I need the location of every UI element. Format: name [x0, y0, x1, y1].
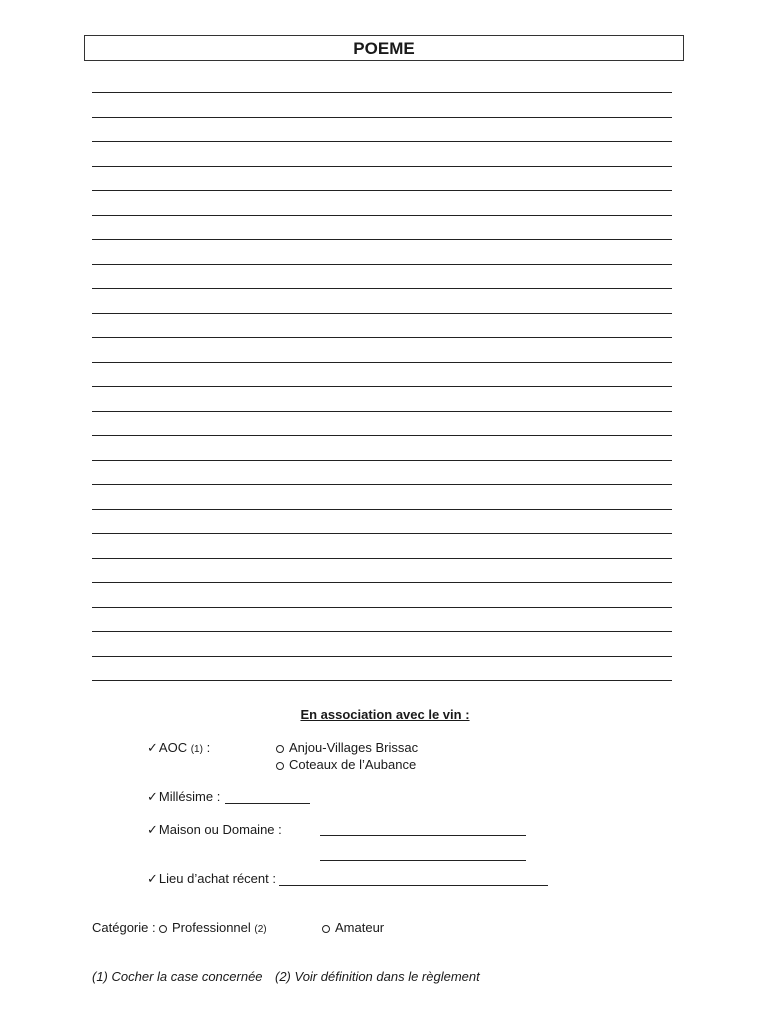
radio-circle-icon[interactable] — [276, 745, 284, 753]
footnote-1: (1) Cocher la case concernée — [92, 969, 263, 984]
aoc-option-anjou[interactable] — [276, 740, 418, 756]
categorie-option-label: Amateur — [335, 920, 385, 935]
aoc-option-coteaux[interactable] — [276, 757, 416, 773]
writing-line[interactable] — [92, 582, 672, 583]
writing-line[interactable] — [92, 509, 672, 510]
writing-line[interactable] — [92, 141, 672, 142]
writing-line[interactable] — [92, 337, 672, 338]
footnote-2: (2) Voir définition dans le règlement — [275, 969, 480, 984]
lieu-label: Lieu d’achat récent : — [158, 871, 276, 886]
lieu-field[interactable] — [279, 885, 548, 886]
writing-line[interactable] — [92, 460, 672, 461]
writing-line[interactable] — [92, 607, 672, 608]
maison-field-2[interactable] — [320, 860, 526, 861]
writing-line[interactable] — [92, 411, 672, 412]
check-icon: ✓ — [147, 740, 158, 755]
writing-line[interactable] — [92, 386, 672, 387]
maison-label: Maison ou Domaine : — [158, 822, 282, 837]
writing-line[interactable] — [92, 166, 672, 167]
categorie-option-label: Professionnel — [172, 920, 251, 935]
page-title: POEME — [84, 35, 684, 61]
categorie-option-amateur[interactable] — [322, 920, 384, 936]
aoc-row — [147, 740, 210, 758]
writing-line[interactable] — [92, 631, 672, 632]
writing-line[interactable] — [92, 313, 672, 314]
writing-line[interactable] — [92, 362, 672, 363]
aoc-option-label: Anjou-Villages Brissac — [289, 740, 419, 755]
radio-circle-icon[interactable] — [276, 762, 284, 770]
categorie-option-professionnel[interactable] — [159, 920, 267, 938]
association-heading: En association avec le vin : — [300, 707, 470, 722]
millesime-field[interactable] — [225, 803, 310, 804]
writing-line[interactable] — [92, 656, 672, 657]
writing-line[interactable] — [92, 558, 672, 559]
maison-row — [147, 822, 282, 838]
aoc-sep: : — [206, 740, 211, 755]
check-icon: ✓ — [147, 822, 158, 837]
lieu-row — [147, 871, 276, 887]
check-icon: ✓ — [147, 789, 158, 804]
millesime-row — [147, 789, 220, 805]
writing-line[interactable] — [92, 533, 672, 534]
maison-field-1[interactable] — [320, 835, 526, 836]
writing-line[interactable] — [92, 239, 672, 240]
writing-line[interactable] — [92, 92, 672, 93]
radio-circle-icon[interactable] — [322, 925, 330, 933]
aoc-label: AOC — [158, 740, 188, 755]
writing-line[interactable] — [92, 215, 672, 216]
writing-line[interactable] — [92, 117, 672, 118]
aoc-note: (1) — [190, 744, 203, 755]
writing-line[interactable] — [92, 190, 672, 191]
millesime-label: Millésime : — [158, 789, 221, 804]
writing-line[interactable] — [92, 435, 672, 436]
writing-line[interactable] — [92, 288, 672, 289]
writing-line[interactable] — [92, 680, 672, 681]
check-icon: ✓ — [147, 871, 158, 886]
writing-line[interactable] — [92, 484, 672, 485]
writing-line[interactable] — [92, 264, 672, 265]
aoc-option-label: Coteaux de l’Aubance — [289, 757, 417, 772]
radio-circle-icon[interactable] — [159, 925, 167, 933]
categorie-label: Catégorie : — [92, 920, 156, 935]
categorie-option-note: (2) — [254, 924, 267, 935]
